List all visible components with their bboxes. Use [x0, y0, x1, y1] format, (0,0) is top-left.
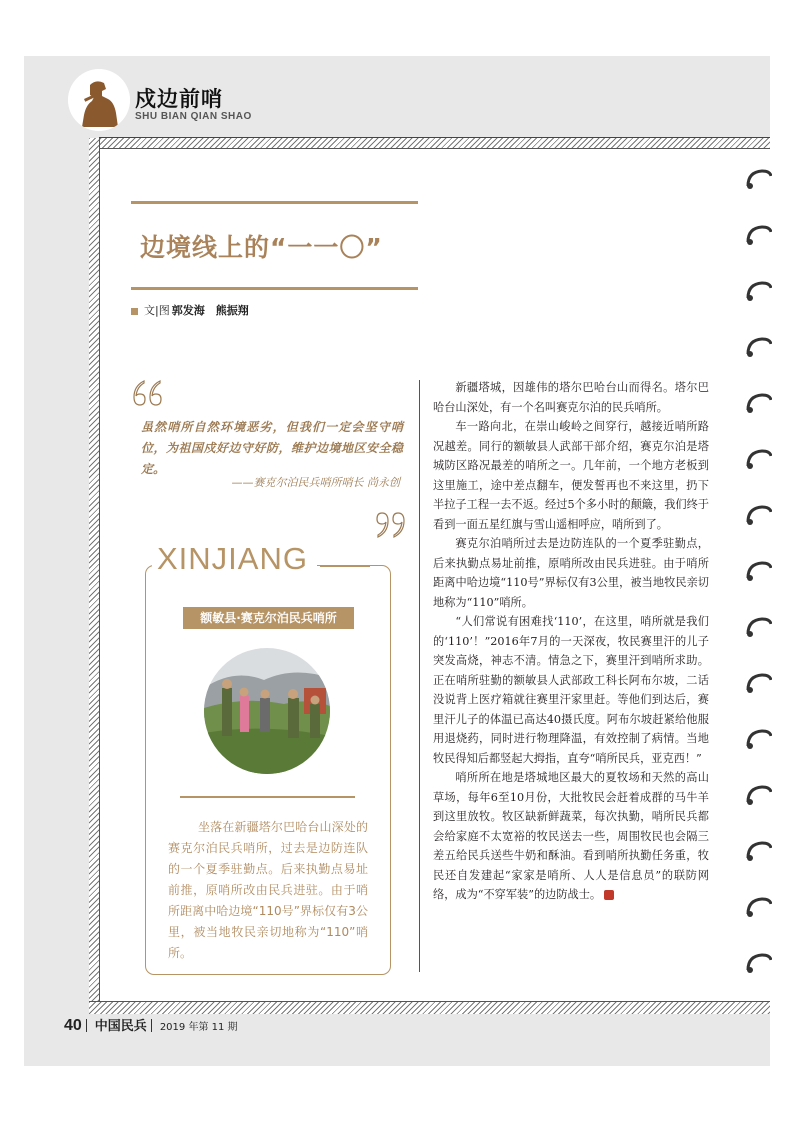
issue-label: 2019 年第 11 期	[159, 1022, 238, 1033]
article-end-icon	[604, 890, 614, 900]
binder-ring-icon	[744, 446, 772, 472]
binder-ring-icon	[744, 166, 772, 192]
magazine-name: 中国民兵	[94, 1019, 147, 1034]
open-quote-icon	[130, 378, 164, 412]
binder-ring-icon	[744, 278, 772, 304]
byline-marker	[131, 308, 138, 315]
binder-ring-icon	[744, 838, 772, 864]
byline-authors: 郭发海 熊振翔	[171, 304, 249, 317]
binder-ring-icon	[744, 558, 772, 584]
binder-ring-icon	[744, 502, 772, 528]
binder-ring-icon	[744, 614, 772, 640]
body-paragraph: 新疆塔城，因雄伟的塔尔巴哈台山而得名。塔尔巴哈台山深处，有一个名叫赛克尔泊的民兵哨所。	[433, 381, 709, 414]
binder-ring-icon	[744, 334, 772, 360]
body-paragraph: 车一路向北，在崇山峻岭之间穿行，越接近哨所路况越差。同行的额敏县人武部干部介绍，赛克尔泊是塔城防区路况最差的哨所之一。几年前，一个地方老板到这里施工，途中差点翻车，便发誓再也不来这里，扔下半拉子工程一去不返。经过5个多小时的颠簸，我们终于看到一面五星红旗与雪山遥相呼应，哨所到了。	[433, 420, 709, 531]
binder-ring-icon	[744, 950, 772, 976]
card-title-line	[320, 566, 370, 567]
hatched-border-left	[89, 138, 100, 1002]
body-paragraph: 哨所所在地是塔城地区最大的夏牧场和天然的高山草场，每年6至10月份，大批牧民会赶着成群的马牛羊到这里放牧。牧区缺新鲜蔬菜，每次执勤，哨所民兵都会给家庭不太宽裕的牧民送去一些，周围牧民也会隔三差五给民兵送些牛奶和酥油。看到哨所执勤任务重，牧民还自发建起“家家是哨所、人人是信息员”的联防网络，成为“不穿军装”的边防战士。	[433, 771, 709, 901]
body-paragraph: “人们常说有困难找‘110’，在这里，哨所就是我们的‘110’！”2016年7月的一天深夜，牧民赛里汗的儿子突发高烧，神志不清。情急之下，赛里汗到哨所求助。正在哨所驻勤的额敏县人武部政工科长阿布尔坡，二话没说背上医疗箱就往赛里汗家里赶。等他们到达后，赛里汗儿子的体温已高达40摄氏度。阿布尔坡赶紧给他服用退烧药，同时进行物理降温，有效控制了病情。当地牧民得知后都竖起大拇指，直夸“哨所民兵，亚克西！”	[433, 615, 709, 765]
hatched-border-bottom	[89, 1001, 770, 1014]
section-title: 戍边前哨	[135, 87, 223, 111]
footer-separator	[151, 1019, 152, 1032]
close-quote-icon	[374, 510, 408, 544]
binder-ring-icon	[744, 894, 772, 920]
section-subtitle: SHU BIAN QIAN SHAO	[135, 111, 252, 122]
soldier-logo-icon	[68, 69, 130, 131]
page-footer	[64, 1015, 238, 1035]
header-rule	[99, 137, 770, 138]
post-name-badge: 额敏县·赛克尔泊民兵哨所	[183, 607, 354, 629]
page-number: 40	[64, 1017, 82, 1034]
binder-ring-icon	[744, 390, 772, 416]
body-paragraph: 赛克尔泊哨所过去是边防连队的一个夏季驻勤点，后来执勤点易址前推，原哨所改由民兵进驻。由于哨所距离中哈边境“110号”界标仅有3公里，被当地牧民亲切地称为“110”哨所。	[433, 537, 709, 609]
region-label: XINJIANG	[157, 541, 308, 576]
title-rule-bottom	[131, 287, 418, 290]
militia-post-photo	[204, 648, 330, 774]
hatched-border-top	[89, 138, 770, 149]
article-body	[433, 378, 709, 905]
byline	[131, 302, 249, 318]
card-divider	[180, 796, 355, 798]
pull-quote-text: 虽然哨所自然环境恶劣，但我们一定会坚守哨位，为祖国戍好边守好防，维护边境地区安全稳定。	[141, 420, 403, 476]
binder-ring-icon	[744, 222, 772, 248]
footer-separator	[86, 1019, 87, 1032]
binder-ring-icon	[744, 726, 772, 752]
article-title: 边境线上的“一一〇”	[140, 233, 383, 262]
binder-ring-icon	[744, 782, 772, 808]
binder-ring-icon	[744, 670, 772, 696]
title-rule-top	[131, 201, 418, 204]
post-description: 坐落在新疆塔尔巴哈台山深处的赛克尔泊民兵哨所，过去是边防连队的一个夏季驻勤点。后来执勤点易址前推，原哨所改由民兵进驻。由于哨所距离中哈边境“110号”界标仅有3公里，被当地牧民亲切地称为“110”哨所。	[168, 820, 368, 960]
body-paragraph-last	[433, 768, 709, 905]
byline-label: 文|图	[144, 304, 170, 317]
column-divider	[419, 380, 420, 972]
pull-quote-attribution: ——赛克尔泊民兵哨所哨长 尚永创	[231, 476, 400, 489]
